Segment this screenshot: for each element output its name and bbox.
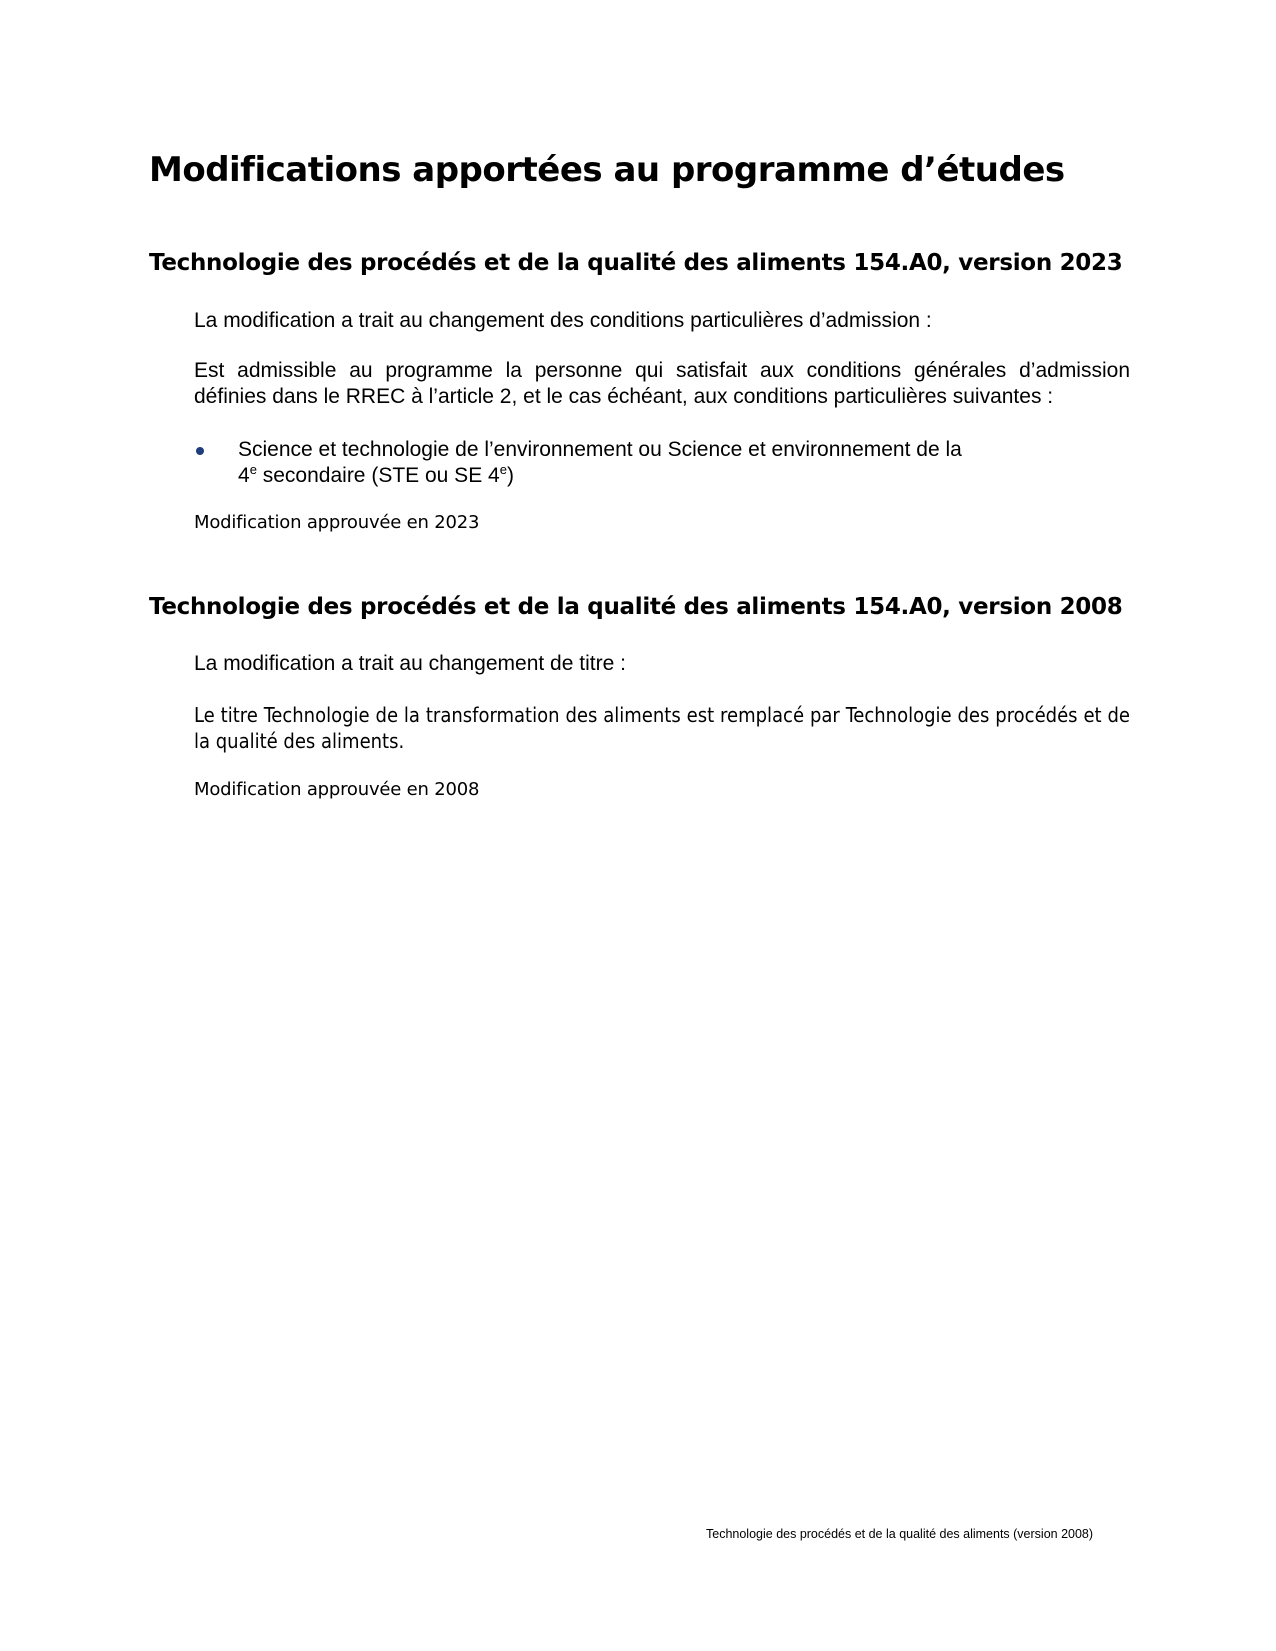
section-2008-body: Le titre Technologie de la transformation des aliments est remplacé par Technologie des procédés et de la qualité des aliments. <box>194 703 1130 753</box>
approval-note-2008: Modification approuvée en 2008 <box>194 779 480 800</box>
page-title: Modifications apportées au programme d’études <box>149 150 1065 190</box>
list-item <box>194 437 1130 489</box>
approval-note-2023: Modification approuvée en 2023 <box>194 512 480 533</box>
bullet-icon <box>196 447 204 455</box>
bullet-line-2: 4e secondaire (STE ou SE 4e) <box>238 462 514 487</box>
section-2008-intro: La modification a trait au changement de titre : <box>194 652 626 675</box>
bullet-line-1: Science et technologie de l’environnement ou Science et environnement de la <box>238 438 962 461</box>
section-heading-2023: Technologie des procédés et de la qualité des aliments 154.A0, version 2023 <box>149 250 1123 276</box>
section-2023-body: Est admissible au programme la personne qui satisfait aux conditions générales d’admission définies dans le RREC à l’article 2, et le cas échéant, aux conditions particulières suivantes : <box>194 359 1130 408</box>
admission-conditions-list <box>194 437 1130 489</box>
section-2023-intro: La modification a trait au changement des conditions particulières d’admission : <box>194 309 932 332</box>
page-footer: Technologie des procédés et de la qualité des aliments (version 2008) <box>706 1527 1094 1541</box>
section-heading-2008: Technologie des procédés et de la qualité des aliments 154.A0, version 2008 <box>149 594 1123 620</box>
